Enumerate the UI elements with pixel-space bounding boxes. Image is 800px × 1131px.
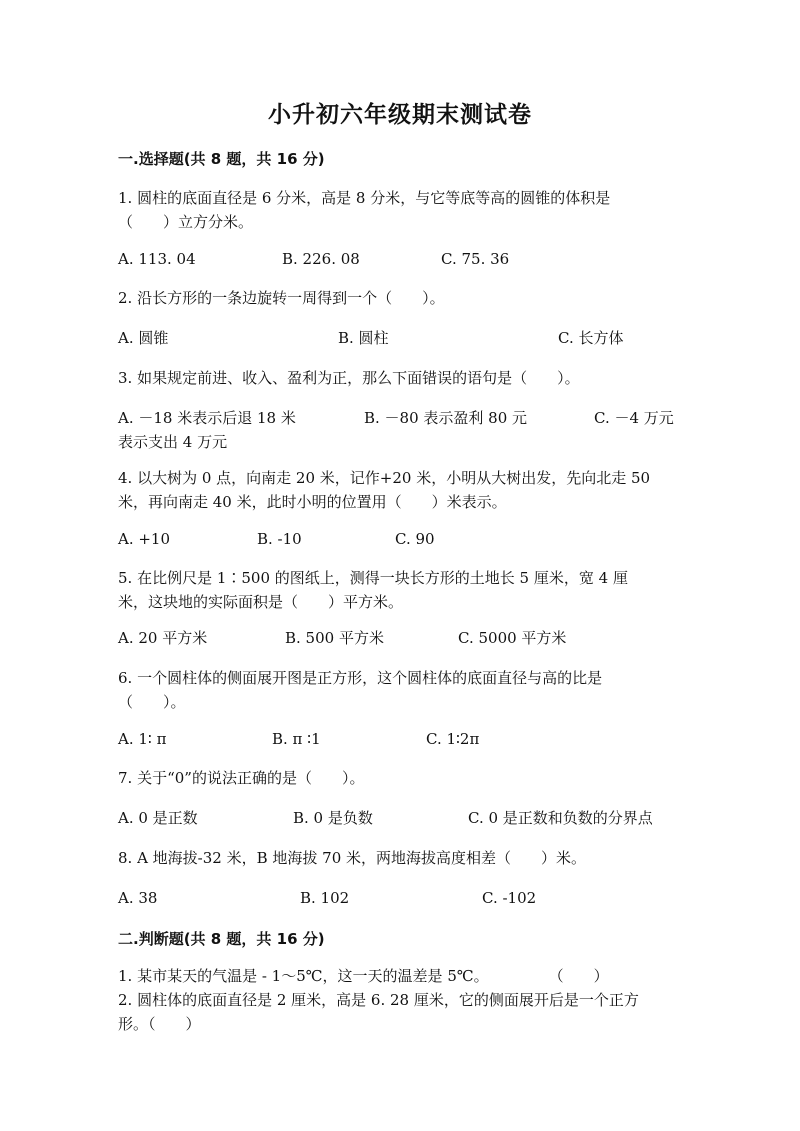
question-text: 米，再向南走 40 米，此时小明的位置用（ ）米表示。 [118,493,507,511]
options-q3 [118,406,678,454]
question-text: 4. 以大树为 0 点，向南走 20 米，记作+20 米，小明从大树出发，先向北走 50 [118,469,651,487]
option-c[interactable]: C. 75. 36 [441,250,510,268]
options-q5 [118,626,678,650]
question-text: （ ）。 [118,693,186,711]
option-b[interactable]: B. 500 平方米 [285,629,384,647]
question-text: （ ）立方分米。 [118,213,254,231]
options-q1 [118,247,678,271]
question-text: 2. 圆柱体的底面直径是 2 厘米，高是 6. 28 厘米，它的侧面展开后是一个正方 [118,991,639,1009]
option-c[interactable]: C. －4 万元 [594,409,674,427]
judge-question-2 [118,988,678,1036]
question-8 [118,846,678,870]
option-b[interactable]: B. π ∶1 [272,730,321,748]
option-b[interactable]: B. 226. 08 [282,250,360,268]
options-q4 [118,527,678,551]
option-c[interactable]: C. 90 [395,530,435,548]
options-q6 [118,727,678,751]
option-c[interactable]: C. 5000 平方米 [458,629,567,647]
options-q8 [118,886,678,910]
option-a[interactable]: A. 20 平方米 [118,629,208,647]
question-5 [118,566,678,614]
option-b[interactable]: B. 102 [300,889,350,907]
option-a[interactable]: A. 1∶ π [118,730,167,748]
option-c-continued: 表示支出 4 万元 [118,433,228,451]
page-title: 小升初六年级期末测试卷 [268,102,532,128]
question-text: 1. 圆柱的底面直径是 6 分米，高是 8 分米，与它等底等高的圆锥的体积是 [118,189,611,207]
question-text: 8. A 地海拔-32 米，B 地海拔 70 米，两地海拔高度相差（ ）米。 [118,849,587,867]
option-a[interactable]: A. 38 [118,889,158,907]
question-6 [118,666,678,714]
option-b[interactable]: B. 圆柱 [338,329,389,347]
question-4 [118,466,678,514]
question-7 [118,766,678,790]
option-a[interactable]: A. 0 是正数 [118,809,198,827]
section-heading-judge: 二.判断题(共 8 题，共 16 分) [118,930,325,948]
question-2 [118,286,678,310]
option-b[interactable]: B. -10 [257,530,302,548]
question-text: 米，这块地的实际面积是（ ）平方米。 [118,593,404,611]
question-text: 6. 一个圆柱体的侧面展开图是正方形，这个圆柱体的底面直径与高的比是 [118,669,603,687]
option-a[interactable]: A. －18 米表示后退 18 米 [118,409,296,427]
option-a[interactable]: A. 圆锥 [118,329,169,347]
question-text: 5. 在比例尺是 1∶500 的图纸上，测得一块长方形的土地长 5 厘米，宽 4 厘 [118,569,628,587]
option-c[interactable]: C. -102 [482,889,537,907]
section-heading-choice: 一.选择题(共 8 题，共 16 分) [118,150,325,168]
question-text: 1. 某市某天的气温是 - 1～5℃，这一天的温差是 5℃。 （ ） [118,967,609,985]
question-3 [118,366,678,390]
question-text: 7. 关于“0”的说法正确的是（ ）。 [118,769,365,787]
option-c[interactable]: C. 1∶2π [426,730,480,748]
option-c[interactable]: C. 长方体 [558,329,624,347]
options-q7 [118,806,678,830]
option-a[interactable]: A. +10 [118,530,171,548]
option-b[interactable]: B. －80 表示盈利 80 元 [364,409,528,427]
question-text: 形。（ ） [118,1015,201,1033]
judge-question-1 [118,964,678,988]
question-1 [118,186,678,234]
question-text: 3. 如果规定前进、收入、盈利为正，那么下面错误的语句是（ ）。 [118,369,580,387]
question-text: 2. 沿长方形的一条边旋转一周得到一个（ ）。 [118,289,445,307]
options-q2 [118,326,678,350]
option-a[interactable]: A. 113. 04 [118,250,196,268]
option-b[interactable]: B. 0 是负数 [293,809,373,827]
option-c[interactable]: C. 0 是正数和负数的分界点 [468,809,653,827]
